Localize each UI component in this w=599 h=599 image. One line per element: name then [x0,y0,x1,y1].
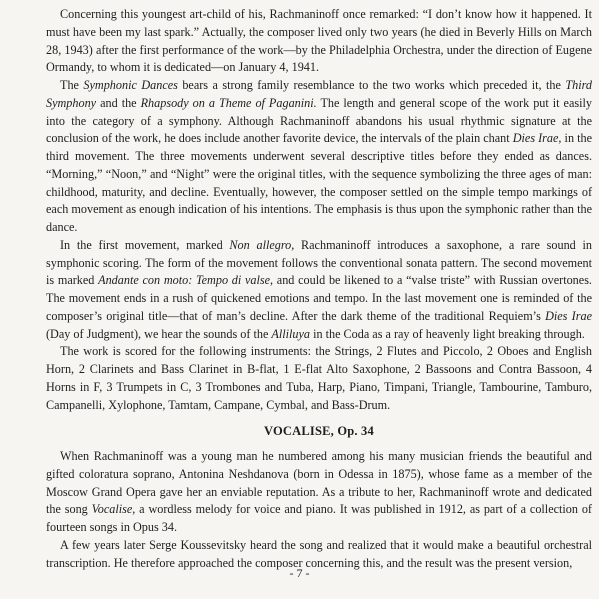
paragraph-1: Concerning this youngest art-child of his, Rachmaninoff once remarked: “I don’t know how it happened. It must have been my last spark.” Actually, the composer lived only two years (he died in Beverly Hills on March 28, 1943) after the first performance of the work—by the Philadelphia Orchestra, under the direction of Eugene Ormandy, to whom it is dedicated—on January 4, 1941. [46,7,592,75]
paragraph-4: The work is scored for the following instruments: the Strings, 2 Flutes and Piccolo, 2 Oboes and English Horn, 2 Clarinets and Bass Clarinet in B-flat, 1 E-flat Alto Saxophone, 2 Bassoons and Contra Bassoon, 4 Horns in F, 3 Trumpets in C, 3 Trombones and Tuba, Harp, Piano, Timpani, Triangle, Tambourine, Tamburo, Campanelli, Xylophone, Tamtam, Campane, Cymbal, and Bass-Drum. [46,344,592,412]
document-page [46,6,592,572]
page-number: - 7 - [289,566,310,580]
paragraph-2: The Symphonic Dances bears a strong family resemblance to the two works which preceded it, the Third Symphony and the Rhapsody on a Theme of Paganini. The length and general scope of the work put it easily into the category of a symphony. Although Rachmaninoff abandons his usual rhythmic signature at the conclusion of the work, he does include another favorite device, the intervals of the plain chant Dies Irae, in the third movement. The three movements underwent several descriptive titles before they ended as dances. “Morning,” “Noon,” and “Night” were the original titles, with the sequence symbolizing the three ages of man: childhood, maturity, and decline. Eventually, however, the composer settled on the simple tempo markings of each movement as enough indication of his intentions. The emphasis is thus upon the symphonic rather than the dance. [46,78,593,234]
paragraph-5: When Rachmaninoff was a young man he numbered among his many musician friends the beautiful and gifted coloratura soprano, Antonina Neshdanova (born in Odessa in 1875), whose fame as a member of the Moscow Grand Opera gave her an enviable reputation. As a tribute to her, Rachmaninoff wrote and dedicated the song Vocalise, a wordless melody for voice and piano. It was published in 1912, as part of a collection of fourteen songs in Opus 34. [46,449,592,534]
paragraph-3: In the first movement, marked Non allegro, Rachmaninoff introduces a saxophone, a rare sound in symphonic scoring. The form of the movement follows the conventional sonata pattern. The second movement is marked Andante con moto: Tempo di valse, and could be likened to a “valse triste” with Russian overtones. The movement ends in a rush of quickened emotions and tempo. In the last movement one is reminded of the composer’s original title—that of man’s decline. After the dark theme of the traditional Requiem’s Dies Irae (Day of Judgment), we hear the sounds of the Alliluya in the Coda as a ray of heavenly light breaking through. [46,237,592,341]
paragraph-6: A few years later Serge Koussevitsky heard the song and realized that it would make a beautiful orchestral transcription. He therefore approached the composer concerning this, and the result was the present version, [46,537,592,570]
section-heading: VOCALISE, Op. 34 [264,424,374,439]
